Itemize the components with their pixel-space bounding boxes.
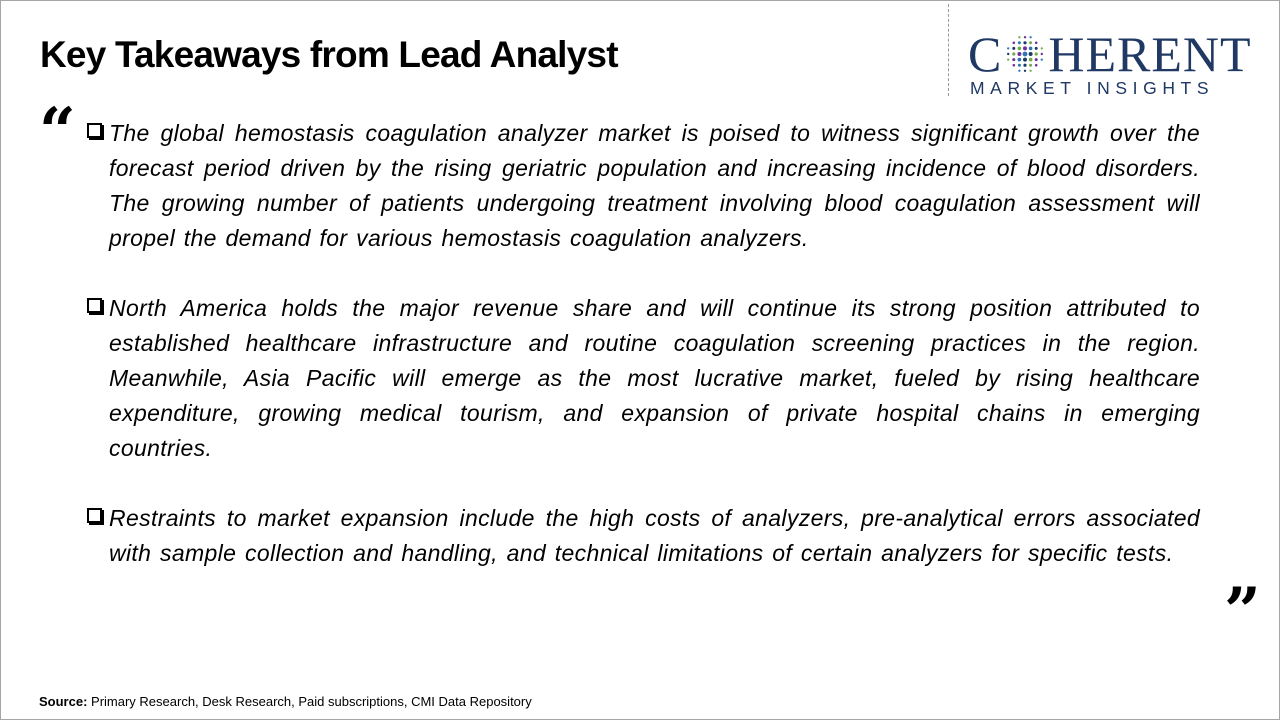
logo-dot bbox=[1013, 64, 1016, 67]
logo-dot bbox=[1013, 52, 1016, 55]
logo-divider bbox=[948, 4, 949, 96]
logo-dot bbox=[1024, 36, 1026, 38]
logo-dot bbox=[1018, 64, 1021, 67]
logo-dot bbox=[1035, 47, 1038, 50]
logo-dot bbox=[1019, 70, 1021, 72]
logo-dot bbox=[1013, 58, 1016, 61]
logo-dot bbox=[1007, 58, 1009, 60]
slide-title: Key Takeaways from Lead Analyst bbox=[40, 34, 618, 75]
logo-dot bbox=[1030, 70, 1032, 72]
logo-dot bbox=[1035, 58, 1038, 61]
logo-dot bbox=[1019, 36, 1021, 38]
logo-dot bbox=[1024, 70, 1026, 72]
logo-dot bbox=[1018, 52, 1022, 56]
logo-letter-c: C bbox=[968, 26, 1003, 82]
logo-dot bbox=[1013, 47, 1016, 50]
logo-dot bbox=[1007, 47, 1009, 49]
logo-dot bbox=[1024, 41, 1027, 44]
checkbox-bullet-icon bbox=[87, 298, 102, 313]
logo-dot bbox=[1041, 53, 1043, 55]
logo-dot bbox=[1023, 52, 1028, 57]
logo-dot bbox=[1029, 58, 1033, 62]
logo-dot bbox=[1018, 58, 1022, 62]
close-quote-icon: ” bbox=[1224, 574, 1261, 649]
logo-dot bbox=[1029, 64, 1032, 67]
logo-wordmark bbox=[968, 28, 1252, 80]
source-label: Source: bbox=[39, 694, 88, 709]
logo-dot bbox=[1041, 47, 1043, 49]
logo-dot bbox=[1029, 47, 1033, 51]
logo-dot bbox=[1035, 64, 1038, 67]
logo-dot bbox=[1029, 41, 1032, 44]
logo-dot bbox=[1030, 36, 1032, 38]
takeaway-text: Restraints to market expansion include the high costs of analyzers, pre-analytical errors associated with sample collection and handling, and technical limitations of certain analyzers for specific tests. bbox=[109, 505, 1200, 566]
source-text: Primary Research, Desk Research, Paid subscriptions, CMI Data Repository bbox=[91, 694, 532, 709]
company-logo bbox=[968, 28, 1263, 98]
logo-dot-globe-icon bbox=[1003, 32, 1047, 76]
source-note bbox=[39, 694, 532, 709]
takeaway-text: The global hemostasis coagulation analyzer market is poised to witness significant growth over the forecast period driven by the rising geriatric population and increasing incidence of blood disorders. The growing number of patients undergoing treatment involving blood coagulation assessment will propel the demand for various hemostasis coagulation analyzers. bbox=[109, 120, 1200, 251]
takeaway-text: North America holds the major revenue share and will continue its strong position attributed to established healthcare infrastructure and routine coagulation screening practices in the region. Meanwhile, Asia Pacific will emerge as the most lucrative market, fueled by rising healthcare expenditure, growing medical tourism, and expansion of private hospital chains in emerging countries. bbox=[109, 295, 1200, 461]
logo-dot bbox=[1018, 41, 1021, 44]
logo-dot bbox=[1013, 42, 1016, 45]
logo-letters-herent: HERENT bbox=[1048, 26, 1252, 82]
logo-dot bbox=[1018, 47, 1022, 51]
logo-dot bbox=[1029, 52, 1033, 56]
takeaway-item bbox=[86, 116, 1200, 256]
logo-tagline: MARKET INSIGHTS bbox=[970, 78, 1215, 98]
checkbox-bullet-icon bbox=[87, 123, 102, 138]
logo-dot bbox=[1024, 64, 1027, 67]
open-quote-icon: “ bbox=[39, 94, 76, 169]
takeaway-item bbox=[86, 291, 1200, 466]
logo-dot bbox=[1041, 58, 1043, 60]
takeaway-item bbox=[86, 501, 1200, 571]
takeaway-list bbox=[86, 116, 1200, 606]
logo-dot bbox=[1035, 52, 1038, 55]
checkbox-bullet-icon bbox=[87, 508, 102, 523]
logo-dot bbox=[1007, 53, 1009, 55]
logo-dot bbox=[1023, 58, 1027, 62]
logo-dot bbox=[1035, 42, 1038, 45]
logo-dot bbox=[1023, 46, 1027, 50]
